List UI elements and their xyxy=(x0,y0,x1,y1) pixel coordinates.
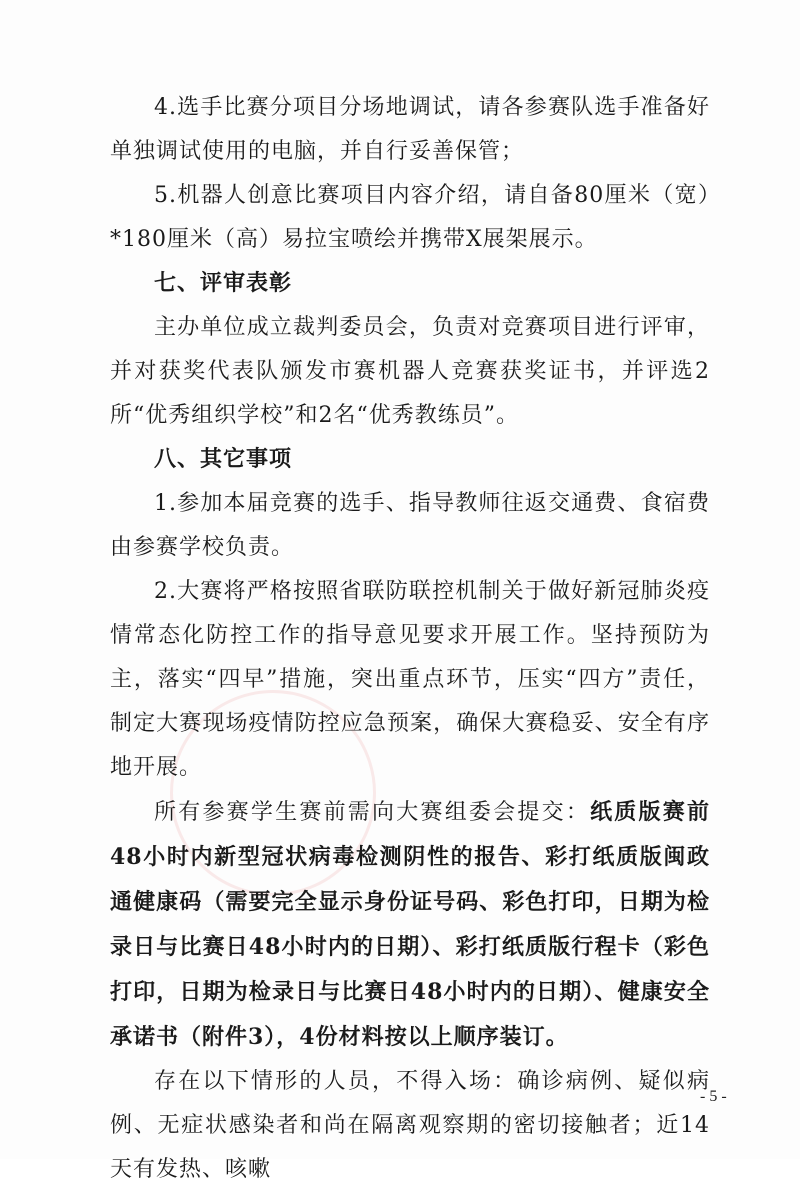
paragraph-item-5: 5.机器人创意比赛项目内容介绍，请自备80厘米（宽）*180厘米（高）易拉宝喷绘并携带X展架展示。 xyxy=(110,183,710,252)
paragraph-submission xyxy=(110,790,710,1060)
paragraph-entry-restrictions: 存在以下情形的人员，不得入场：确诊病例、疑似病例、无症状感染者和尚在隔离观察期的密切接触者；近14天有发热、咳嗽 xyxy=(110,1069,710,1182)
paragraph-item-4: 4.选手比赛分项目分场地调试，请各参赛队选手准备好单独调试使用的电脑，并自行妥善保管； xyxy=(110,95,710,164)
document-body xyxy=(110,86,710,1192)
paragraph-other-2: 2.大赛将严格按照省联防联控机制关于做好新冠肺炎疫情常态化防控工作的指导意见要求开展工作。坚持预防为主，落实“四早”措施，突出重点环节，压实“四方”责任，制定大赛现场疫情防控应急预案，确保大赛稳妥、安全有序地开展。 xyxy=(110,579,710,780)
page-number: - 5 - xyxy=(700,1088,727,1105)
submission-intro: 所有参赛学生赛前需向大赛组委会提交： xyxy=(154,800,591,825)
section-heading-other: 八、其它事项 xyxy=(154,447,293,472)
section-heading-review: 七、评审表彰 xyxy=(154,271,293,296)
paragraph-other-1: 1.参加本届竞赛的选手、指导教师往返交通费、食宿费由参赛学校负责。 xyxy=(110,491,710,560)
submission-requirements: 纸质版赛前48小时内新型冠状病毒检测阴性的报告、彩打纸质版闽政通健康码（需要完全显示身份证号码、彩色打印，日期为检录日与比赛日48小时内的日期）、彩打纸质版行程卡（彩色打印，日期为检录日与比赛日48小时内的日期）、健康安全承诺书（附件3），4份材料按以上顺序装订。 xyxy=(110,799,710,1050)
paragraph-review: 主办单位成立裁判委员会，负责对竞赛项目进行评审，并对获奖代表队颁发市赛机器人竞赛获奖证书，并评选2所“优秀组织学校”和2名“优秀教练员”。 xyxy=(110,315,710,428)
